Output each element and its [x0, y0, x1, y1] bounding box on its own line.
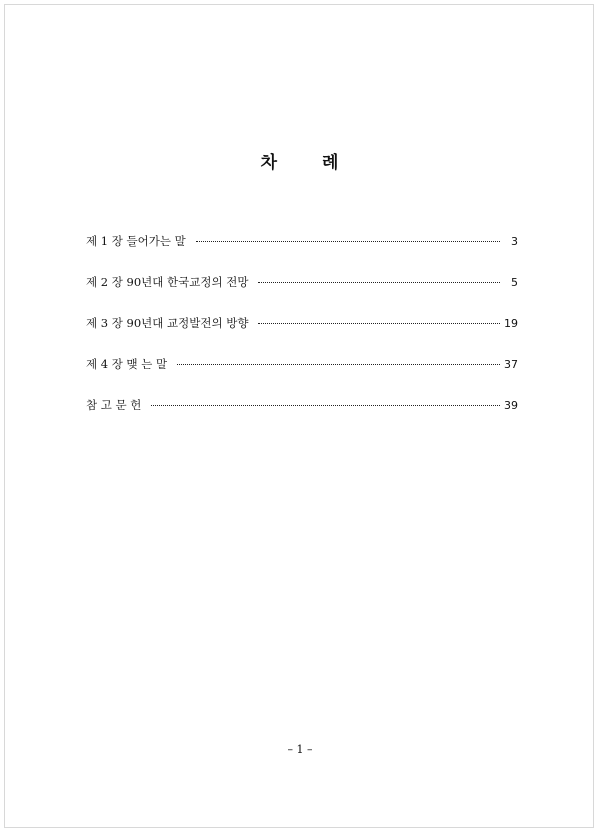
- toc-entry[interactable]: [86, 397, 518, 417]
- toc-entry-page: 5: [511, 276, 518, 289]
- toc-entry-page: 19: [504, 317, 518, 330]
- toc-leader-dots: [196, 231, 500, 242]
- title-char-right: 례: [322, 153, 340, 173]
- toc-leader-dots: [151, 395, 500, 406]
- title-char-left: 차: [260, 153, 278, 173]
- toc-leader-dots: [258, 272, 500, 283]
- page-title: [0, 148, 600, 173]
- toc-entry-label: 제 1 장 들어가는 말: [86, 234, 186, 248]
- toc-entry[interactable]: [86, 274, 518, 294]
- toc-leader-dots: [258, 313, 500, 324]
- toc-entry-page: 3: [511, 235, 518, 248]
- toc-entry-page: 39: [504, 399, 518, 412]
- toc-entry-label: 제 3 장 90년대 교정발전의 방향: [86, 316, 249, 330]
- toc-entry-label: 참 고 문 헌: [86, 398, 142, 412]
- page-number: – 1 –: [287, 743, 313, 756]
- toc-entry-label: 제 2 장 90년대 한국교정의 전망: [86, 275, 249, 289]
- toc-entry[interactable]: [86, 233, 518, 253]
- toc-entry-label: 제 4 장 맺 는 말: [86, 357, 168, 371]
- table-of-contents: [86, 233, 518, 438]
- toc-entry[interactable]: [86, 356, 518, 376]
- toc-entry[interactable]: [86, 315, 518, 335]
- toc-entry-page: 37: [504, 358, 518, 371]
- toc-leader-dots: [177, 354, 500, 365]
